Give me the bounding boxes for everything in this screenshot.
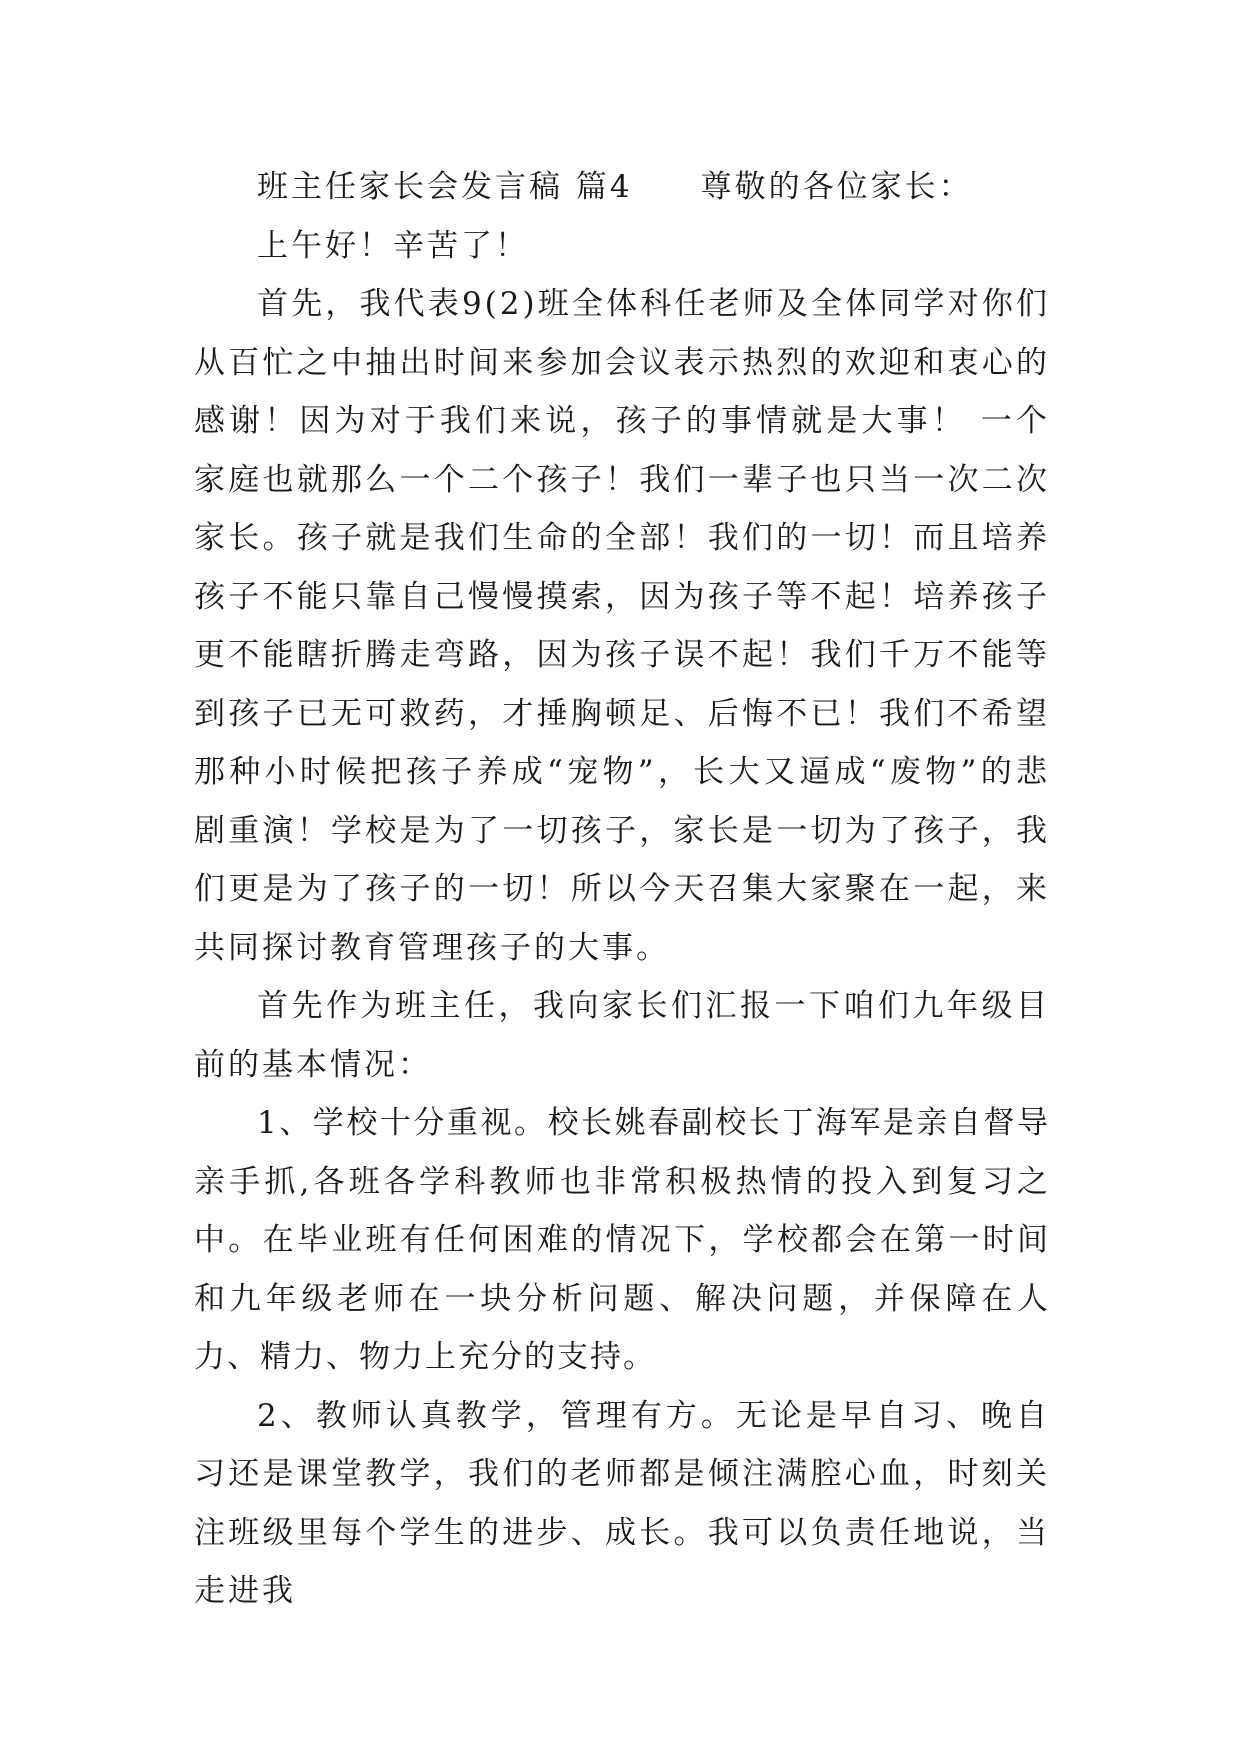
paragraph-good-morning: 上午好！辛苦了！ <box>257 227 529 264</box>
paragraph-title-greeting: 班主任家长会发言稿 篇4 尊敬的各位家长： <box>257 169 973 205</box>
paragraph-point-2: 2、教师认真教学，管理有方。无论是早自习、晚自习还是课堂教学，我们的老师都是倾注满腔心血，时刻关注班级里每个学生的进步、成长。我可以负责任地说，当走进我 <box>194 1397 1050 1609</box>
document-body <box>194 158 1050 1621</box>
paragraph-point-1: 1、学校十分重视。校长姚春副校长丁海军是亲自督导亲手抓,各班各学科教师也非常积极热情的投入到复习之中。在毕业班有任何困难的情况下，学校都会在第一时间和九年级老师在一块分析问题、解决问题，并保障在人力、精力、物力上充分的支持。 <box>194 1105 1050 1375</box>
paragraph-welcome: 首先，我代表9(2)班全体科任老师及全体同学对你们从百忙之中抽出时间来参加会议表示热烈的欢迎和衷心的感谢！因为对于我们来说，孩子的事情就是大事！ 一个家庭也就那么一个二个孩子！我们一辈子也只当一次二次家长。孩子就是我们生命的全部！我们的一切！而且培养孩子不能只靠自己慢慢摸索，因为孩子等不起！培养孩子更不能瞎折腾走弯路，因为孩子误不起！我们千万不能等到孩子已无可救药，才捶胸顿足、后悔不已！我们不希望那种小时候把孩子养成“宠物”，长大又逼成“废物”的悲剧重演！学校是为了一切孩子，家长是一切为了孩子，我们更是为了孩子的一切！所以今天召集大家聚在一起，来共同探讨教育管理孩子的大事。 <box>194 286 1050 966</box>
paragraph-report-intro: 首先作为班主任，我向家长们汇报一下咱们九年级目前的基本情况： <box>194 988 1050 1083</box>
